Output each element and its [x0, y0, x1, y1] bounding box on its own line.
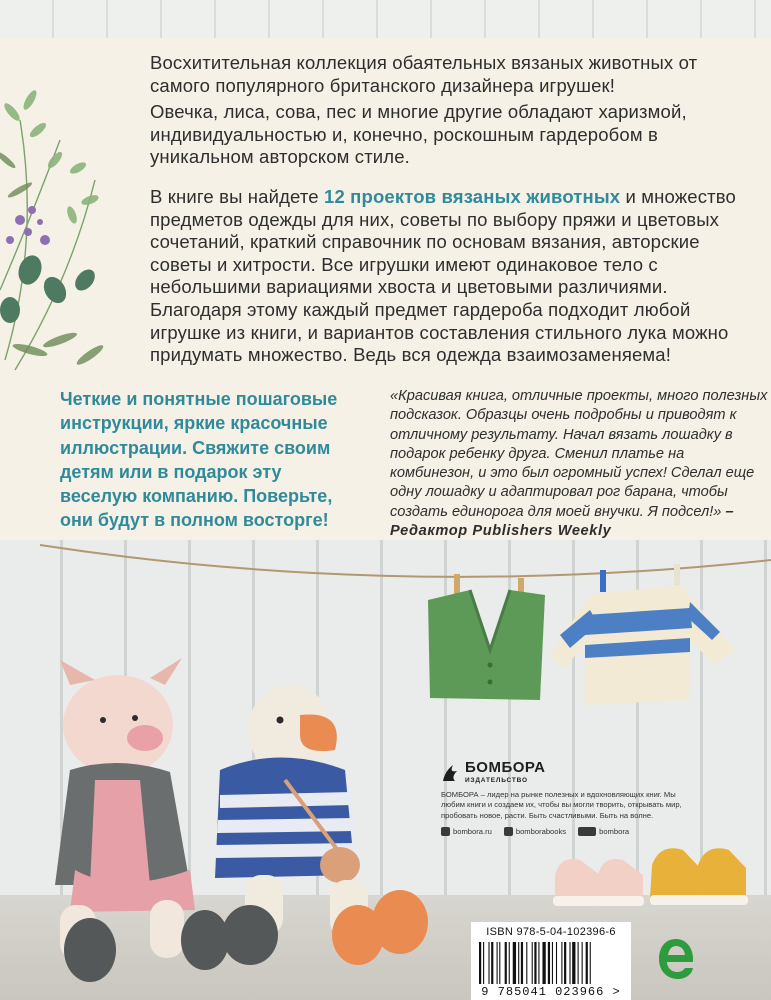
green-vest	[428, 590, 545, 700]
book-details-prefix: В книге вы найдете	[150, 186, 325, 207]
book-details-rest: и множество предметов одежды для них, советы по выбору пряжи и цветовых сочетаний, краткий справочник по основам вязания, авторские советы и хитрости. Все игрушки имеют одинаковое тело с небольшими вариациями хвоста и цветовыми различиями. Благодаря этому каждый предмет гардероба подходит любой игрушке из книги, и вариантов составления стильного лука можно придумать множество. Ведь вся одежда взаимозаменяема!	[150, 186, 736, 366]
review-quote	[390, 387, 770, 541]
pink-shoes	[553, 859, 644, 906]
publisher-links	[441, 827, 701, 836]
publisher-name: БОМБОРА	[465, 759, 546, 776]
isbn-number: ISBN 978-5-04-102396-6	[486, 926, 616, 938]
book-details-text	[150, 186, 760, 367]
barcode-icon	[479, 942, 623, 984]
top-wall-strip	[0, 0, 771, 40]
striped-sweater	[550, 585, 735, 705]
publisher-logo	[441, 760, 701, 784]
pig-toy	[55, 658, 229, 982]
review-text: «Красивая книга, отличные проекты, много полезных подсказок. Образцы очень подробны и приводят к отличному результату. Начал вязать лошадку в подарок ребенку друга. Сменил платье на комбинезон, и это был огромный успех! Сделал еще одну лошадку и адаптировал рог барана, чтобы создать единорога для моей внучки. Я подсел!»	[390, 388, 768, 520]
publisher-link-social[interactable]	[578, 827, 629, 836]
wave-logo-icon	[441, 761, 459, 783]
vk-icon	[504, 827, 513, 836]
projects-highlight: 12 проектов вязаных животных	[324, 186, 621, 207]
twine-line	[40, 545, 771, 577]
publisher-link-text: bomborabooks	[515, 827, 567, 837]
publisher-block	[441, 760, 701, 836]
publisher-link-text: bombora.ru	[453, 827, 492, 837]
barcode-digits: 9 785041 023966 >	[481, 985, 621, 999]
clothespin-icon	[600, 570, 606, 592]
publisher-subtitle: ИЗДАТЕЛЬСТВО	[465, 777, 528, 784]
clothespin-icon	[674, 564, 680, 586]
characters-text: Овечка, лиса, сова, пес и многие другие обладают харизмой, индивидуальностью и, конечно, роскошным гардеробом в уникальном авторском стиле.	[150, 101, 687, 168]
publisher-link-text: bombora	[599, 827, 630, 837]
intro-text: Восхитительная коллекция обаятельных вязаных животных от самого популярного британского дизайнера игрушек!	[150, 52, 698, 96]
instagram-icon	[441, 827, 450, 836]
review-attribution: – Редактор Publishers Weekly	[390, 503, 735, 540]
eksmo-logo-icon	[656, 935, 696, 983]
publisher-link-site[interactable]	[441, 827, 492, 836]
promo-text: Четкие и понятные пошаговые инструкции, яркие красочные иллюстрации. Свяжите своим детям или в подарок эту веселую компанию. Поверьте, они будут в полном восторге!	[60, 389, 338, 531]
botanical-illustration	[0, 40, 125, 380]
publisher-description: БОМБОРА – лидер на рынке полезных и вдохновляющих книг. Мы любим книги и создаем их, чтобы вы могли творить, открывать мир, пробовать новое, расти. Быть счастливыми. Быть на волне.	[441, 790, 682, 820]
youtube-telegram-icon	[578, 827, 596, 836]
barcode-box	[471, 922, 631, 1000]
yellow-shoes	[650, 848, 748, 905]
goose-toy	[215, 685, 428, 965]
publisher-link-vk[interactable]	[504, 827, 566, 836]
